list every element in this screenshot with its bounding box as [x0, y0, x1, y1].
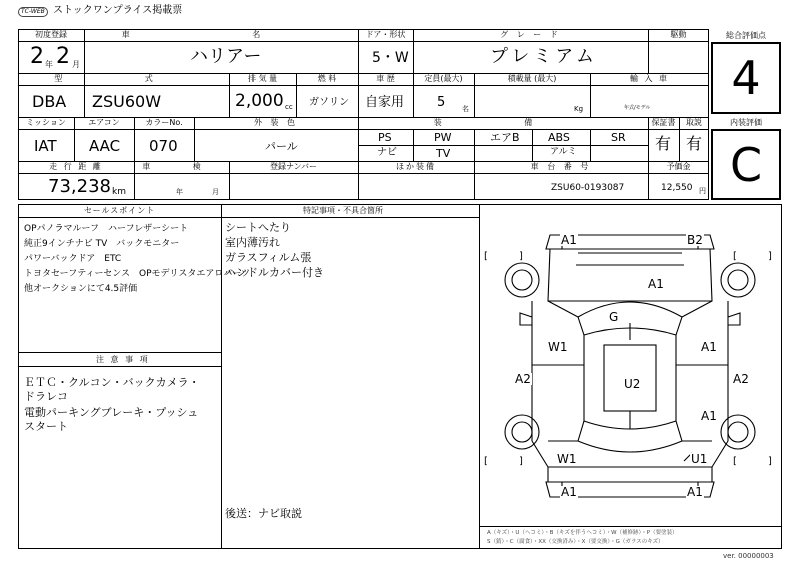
aircon-value: AAC [89, 137, 121, 155]
history-value: 自家用 [365, 95, 405, 110]
label-fuel: 燃 料 [317, 74, 337, 83]
damage-right-side: A2 [733, 372, 749, 386]
damage-center: U2 [624, 377, 641, 391]
auction-sheet: TC-WEB ストックワンプライス掲載票 初度登録 車 名 ドア・形状 グ レ ー ド 駆動 2 年 2 月 ハリアー 5・W プレミアム 型 式 排 気 量 燃 料 車 歴 定員(最大) 積載量 (最大) 輸 入 車 DBA ZSU60W 2,000 cc ガソリン 自家用 5 名 Kg 年式/モデル ミッション エアコン カラーNo. 外 装 色 装 備 保証書 取説 IAT AAC 070 パール PS PW エアB ABS SR ナビ TV アルミ 有 有 走 行 距 離 車 検 登録ナンバー ほか装備 車 台 番 号 予価金 73,238 km 年 月 ZSU60-0193087 12,550 円 総合評価点 4 内装評価 C セールスポイント 特記事項・不具合箇所 注 意 事 項 OPパノラマルーフ ハーフレザーシート 純正9インチナビ TV バックモニター パワーバックドア ETC トヨタセーフティーセンス OPモデリスタエアロパーツ 他オークションにて4.5評価 シートへたり 室内薄汚れ ガラスフィルム張 ハンドルカバー付き 後送：ナビ取説 ＥＴＣ・クルコン・バックカメラ・ ドラレコ 電動パーキングブレーキ・プッシュ スタート [ ] [ ] [ ] [ ] A1 B2 A1 G W1 A1 A2 A2 U2 A1 W1 U1 A1 A1 A（キズ）・U（ヘコミ）・B（キズを伴うヘコミ）・W（補修跡）・P（要塗装） S（錆）・C（腐食）・XX（交換済み）・X（要交換）・G（ガラスのキズ） ver. 00000003 [0, 0, 800, 566]
selling-point: OPパノラマルーフ ハーフレザーシート [24, 224, 189, 234]
damage-front-right: B2 [687, 233, 703, 247]
label-import: 輸 入 車 [629, 74, 670, 83]
note-item: ガラスフィルム張 [225, 251, 312, 264]
label-color-no: カラーNo. [145, 118, 183, 127]
damage-left-front-door: W1 [548, 340, 568, 354]
capacity-value: 5 [437, 95, 446, 110]
label-inspection: 車 検 [142, 162, 221, 171]
label-warranty: 保証書 [651, 118, 676, 127]
equip-ps: PS [378, 131, 392, 144]
capacity-unit: 名 [462, 105, 469, 113]
caution-line: 電動パーキングブレーキ・プッシュ [24, 406, 199, 419]
label-mission: ミッション [26, 118, 66, 127]
displacement-value: 2,000 [235, 91, 284, 111]
selling-point: パワーバックドア ETC [24, 254, 122, 264]
equip-sr: SR [611, 131, 626, 144]
car-name: ハリアー [190, 46, 262, 67]
mission-value: IAT [34, 137, 57, 155]
model-code: ZSU60W [92, 92, 162, 111]
note-item: シートへたり [225, 221, 291, 234]
reg-year: 2 [30, 44, 44, 69]
label-model: 型 式 [54, 74, 193, 83]
equip-alumi: アルミ [550, 147, 577, 157]
caution-header: 注 意 事 項 [96, 355, 150, 364]
label-aircon: エアコン [88, 118, 120, 127]
selling-point: トヨタセーフティーセンス OPモデリスタエアロパーツ [24, 269, 250, 279]
selling-point: 他オークションにて4.5評価 [24, 284, 138, 294]
selling-points-header: セールスポイント [84, 206, 156, 215]
label-history: 車 歴 [376, 74, 395, 83]
price-value: 12,550 [661, 183, 693, 193]
top-grid [18, 29, 709, 200]
damage-legend: A（キズ）・U（ヘコミ）・B（キズを伴うヘコミ）・W（補修跡）・P（要塗装） [487, 530, 678, 536]
caution-line: スタート [24, 420, 68, 433]
label-other-equip: ほか装備 [396, 162, 436, 171]
equip-tv: TV [436, 147, 451, 160]
label-reg-number: 登録ナンバー [269, 162, 318, 171]
equip-abs: ABS [548, 131, 570, 144]
label-door: ドア・形状 [365, 30, 406, 39]
logo: TC-WEB [18, 7, 48, 17]
notes-header: 特記事項・不具合箇所 [303, 206, 383, 215]
kg-unit: Kg [574, 105, 584, 113]
sheet-title: ストックワンプライス掲載票 [53, 5, 183, 16]
damage-left-side: A2 [515, 372, 531, 386]
warranty-value: 有 [655, 134, 672, 153]
price-unit: 円 [699, 187, 706, 195]
equip-navi: ナビ [377, 147, 397, 158]
note-item: 室内薄汚れ [225, 236, 280, 249]
damage-legend: S（錆）・C（腐食）・XX（交換済み）・X（要交換）・G（ガラスのキズ） [487, 539, 664, 545]
label-load: 積載量 (最大) [507, 74, 557, 83]
label-interior: 内装評価 [730, 118, 762, 127]
label-equip: 装 備 [433, 118, 573, 127]
km-unit: km [112, 187, 126, 197]
caution-line: ドラレコ [24, 390, 68, 403]
manual-value: 有 [686, 134, 703, 153]
damage-rear-left: W1 [557, 452, 577, 466]
after-delivery: 後送：ナビ取説 [225, 507, 302, 520]
damage-right-rear-door: A1 [701, 409, 717, 423]
equip-airbag: エアB [490, 131, 520, 144]
inspection-month: 月 [212, 188, 219, 196]
interior-grade: C [711, 129, 781, 200]
cc-unit: cc [285, 103, 293, 111]
door-type: 5・W [372, 50, 409, 66]
overall-grade: 4 [711, 42, 781, 114]
label-overall: 総合評価点 [726, 31, 766, 40]
year-model: 年式/モデル [624, 105, 651, 111]
label-drive: 駆動 [670, 30, 687, 39]
inspection-year: 年 [176, 188, 183, 196]
model-prefix: DBA [32, 92, 67, 111]
damage-hood: A1 [648, 277, 664, 291]
fuel-value: ガソリン [309, 97, 349, 108]
label-first-reg: 初度登録 [35, 30, 67, 39]
damage-rear-right: U1 [691, 452, 708, 466]
label-price: 予価金 [666, 162, 691, 171]
label-capacity: 定員(最大) [424, 74, 463, 83]
grade: プレミアム [490, 46, 599, 67]
reg-year-unit: 年 [45, 60, 53, 69]
selling-point: 純正9インチナビ TV バックモニター [24, 239, 180, 249]
caution-line: ＥＴＣ・クルコン・バックカメラ・ [24, 376, 200, 389]
reg-month: 2 [56, 44, 70, 69]
damage-rear-right-bumper: A1 [687, 485, 703, 499]
mileage-value: 73,238 [48, 176, 111, 197]
exterior-color: パール [265, 140, 298, 153]
damage-roof: G [609, 310, 619, 324]
label-exterior: 外 装 色 [253, 118, 299, 127]
damage-right-front-door: A1 [701, 340, 717, 354]
label-name: 車 名 [121, 30, 321, 39]
version: ver. 00000003 [723, 552, 774, 560]
label-grade: グ レ ー ド [500, 30, 561, 39]
reg-month-unit: 月 [72, 60, 80, 69]
label-chassis: 車 台 番 号 [530, 162, 592, 171]
color-no-value: 070 [149, 137, 178, 155]
note-item: ハンドルカバー付き [225, 266, 324, 279]
damage-front-left: A1 [561, 233, 577, 247]
equip-pw: PW [434, 131, 452, 144]
label-displacement: 排 気 量 [247, 74, 278, 83]
label-manual: 取説 [686, 118, 702, 127]
chassis-number: ZSU60-0193087 [551, 183, 625, 193]
damage-rear-left-bumper: A1 [561, 485, 577, 499]
label-mileage: 走 行 距 離 [49, 162, 103, 171]
